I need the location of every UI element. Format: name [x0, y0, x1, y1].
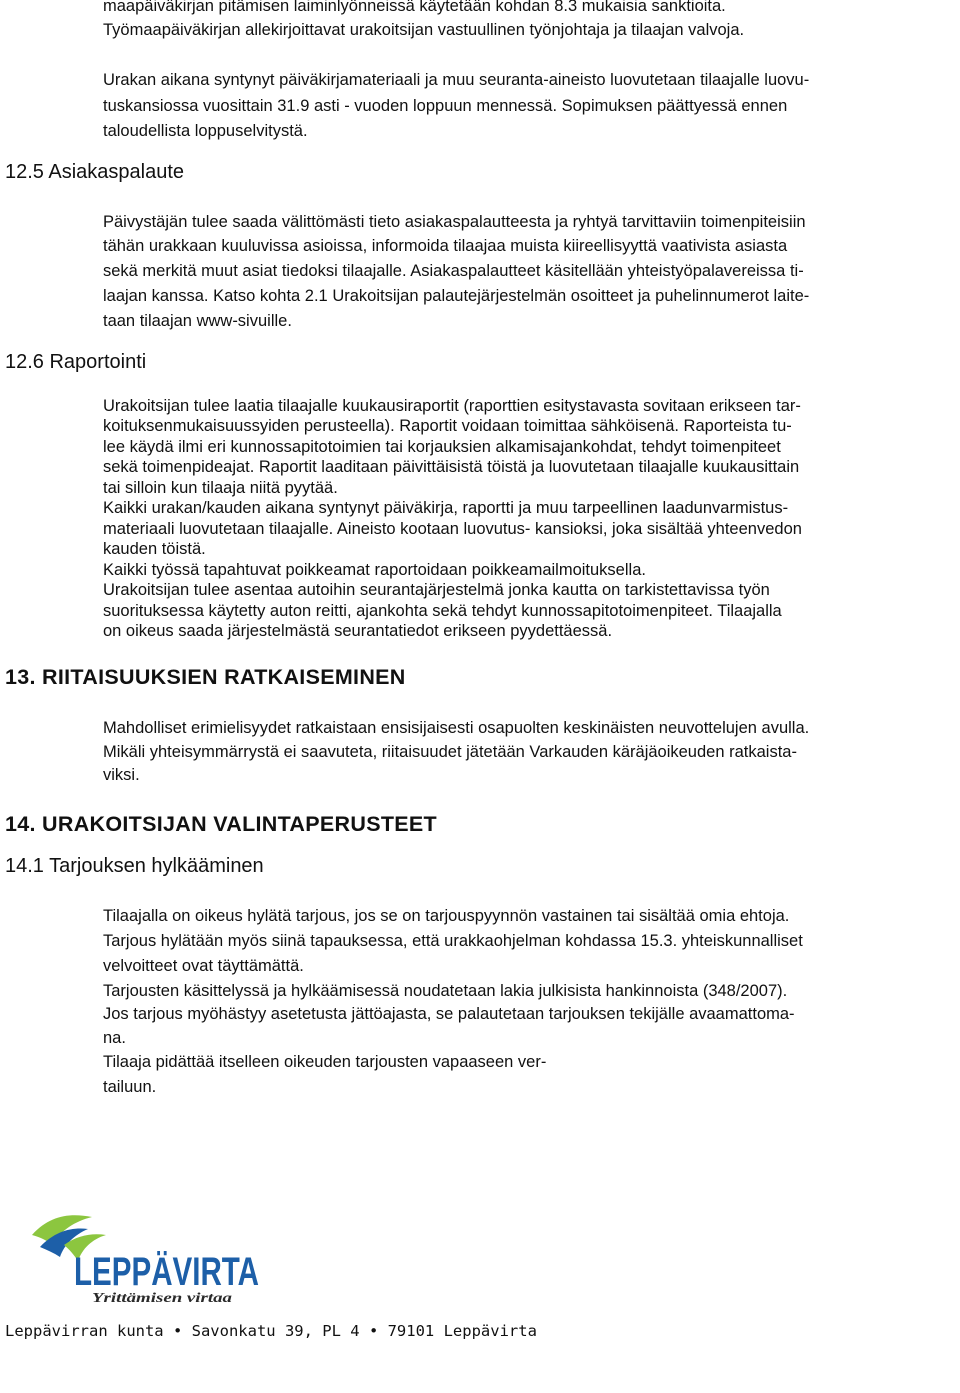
body-line: Urakan aikana syntynyt päiväkirjamateriaali ja muu seuranta-aineisto luovutetaan tilaajalle luovu-	[103, 71, 810, 89]
section-heading-14-1: 14.1 Tarjouksen hylkääminen	[5, 855, 264, 877]
body-line: tähän urakkaan kuuluvissa asioissa, informoida tilaajaa muista kiireellisyyttä vaativista asiasta	[103, 237, 788, 255]
chapter-heading-13: 13. RIITAISUUKSIEN RATKAISEMINEN	[5, 665, 406, 689]
body-line: Työmaapäiväkirjan allekirjoittavat urakoitsijan vastuullinen työnjohtaja ja tilaajan valvoja.	[103, 21, 745, 39]
body-line: koituksenmukaisuussyiden perusteella). Raportit voidaan toimittaa sähköisenä. Raporteista tu-	[103, 417, 792, 435]
body-line: Tarjousten käsittelyssä ja hylkäämisessä noudatetaan lakia julkisista hankinnoista (348/2007).	[103, 982, 788, 1000]
body-line: velvoitteet ovat täyttämättä.	[103, 957, 304, 975]
section-heading-12-5: 12.5 Asiakaspalaute	[5, 161, 185, 183]
body-line: Tilaajalla on oikeus hylätä tarjous, jos se on tarjouspyynnön vastainen tai sisältää omia ehtoja.	[103, 907, 790, 925]
body-line: on oikeus saada järjestelmästä seurantatiedot erikseen pyydettäessä.	[103, 622, 613, 640]
body-line: Jos tarjous myöhästyy asetetusta jättöajasta, se palautetaan tarjouksen tekijälle avaamattoma-	[103, 1005, 795, 1023]
chapter-heading-14: 14. URAKOITSIJAN VALINTAPERUSTEET	[5, 812, 437, 836]
logo-wordmark: LEPPÄVIRTA	[74, 1250, 259, 1294]
body-line: suorituksessa käytetty auton reitti, ajankohta sekä tehdyt kunnossapitotoimenpiteet. Tilaajalla	[103, 602, 782, 620]
body-line: tuskansiossa vuosittain 31.9 asti - vuoden loppuun mennessä. Sopimuksen päättyessä ennen	[103, 97, 788, 115]
logo-tagline: Yrittämisen virtaa	[92, 1291, 232, 1306]
body-line: lee käydä ilmi eri kunnossapitotoimien tai korjauksien alkamisajankohdat, tehdyt toimenpiteet	[103, 438, 781, 456]
body-line: Urakoitsijan tulee asentaa autoihin seurantajärjestelmä jonka kautta on tarkistettavissa työn	[103, 581, 770, 599]
footer-address: Leppävirran kunta • Savonkatu 39, PL 4 • 79101 Leppävirta	[5, 1322, 537, 1340]
body-line: Tilaaja pidättää itselleen oikeuden tarjousten vapaaseen ver-	[103, 1053, 547, 1071]
body-line: Kaikki työssä tapahtuvat poikkeamat raportoidaan poikkeamailmoituksella.	[103, 561, 646, 579]
body-line: taloudellista loppuselvitystä.	[103, 122, 308, 140]
body-line: Mahdolliset erimielisyydet ratkaistaan ensisijaisesti osapuolten keskinäisten neuvottelujen avulla.	[103, 719, 810, 737]
body-line: laajan kanssa. Katso kohta 2.1 Urakoitsijan palautejärjestelmän osoitteet ja puhelinnumerot laite-	[103, 287, 810, 305]
body-line: tailuun.	[103, 1078, 157, 1096]
body-line: Urakoitsijan tulee laatia tilaajalle kuukausiraportit (raporttien esitystavasta sovitaan erikseen tar-	[103, 397, 801, 415]
leppavirta-logo	[30, 1205, 270, 1305]
body-line: Päivystäjän tulee saada välittömästi tieto asiakaspalautteesta ja ryhtyä tarvittaviin toimenpiteisiin	[103, 213, 806, 231]
body-line: sekä merkitä muut asiat tiedoksi tilaajalle. Asiakaspalautteet käsitellään yhteistyöpalavereissa ti-	[103, 262, 804, 280]
body-line: sekä toimenpideajat. Raportit laaditaan päivittäisistä töistä ja luovutetaan tilaajalle kuukausittain	[103, 458, 800, 476]
body-line: materiaali luovutetaan tilaajalle. Aineisto kootaan luovutus- kansioksi, joka sisältää yhteenvedon	[103, 520, 802, 538]
leppavirta-logo-graphic	[30, 1205, 270, 1305]
body-line: maapäiväkirjan pitämisen laiminlyönneissä käytetään kohdan 8.3 mukaisia sanktioita.	[103, 0, 726, 15]
body-line: viksi.	[103, 766, 140, 784]
body-line: Kaikki urakan/kauden aikana syntynyt päiväkirja, raportti ja muu tarpeellinen laadunvarmistus-	[103, 499, 789, 517]
body-line: kauden töistä.	[103, 540, 206, 558]
body-line: Mikäli yhteisymmärrystä ei saavuteta, riitaisuudet jätetään Varkauden käräjäoikeuden ratkaista-	[103, 743, 797, 761]
body-line: tai silloin kun tilaaja niitä pyytää.	[103, 479, 338, 497]
body-line: taan tilaajan www-sivuille.	[103, 312, 292, 330]
body-line: na.	[103, 1029, 126, 1047]
section-heading-12-6: 12.6 Raportointi	[5, 351, 147, 373]
body-line: Tarjous hylätään myös siinä tapauksessa, että urakkaohjelman kohdassa 15.3. yhteiskunnalliset	[103, 932, 803, 950]
